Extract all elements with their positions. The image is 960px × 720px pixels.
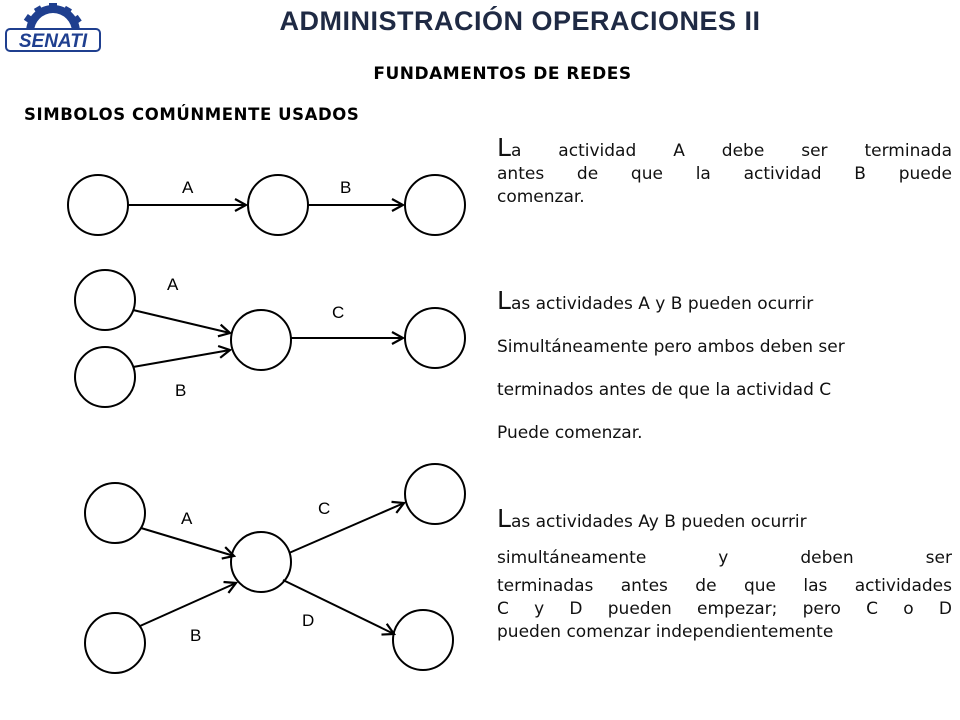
activity-label-a: A [181, 509, 193, 528]
activity-label-b: B [175, 381, 187, 400]
node [405, 175, 465, 235]
description-text: as actividades Ay B pueden ocurrir [510, 512, 807, 532]
node [85, 483, 145, 543]
node [248, 175, 308, 235]
description-text: as actividades A y B pueden ocurrir [510, 294, 814, 314]
page-title: ADMINISTRACIÓN OPERACIONES II [279, 6, 761, 36]
diagram-sequence [68, 175, 465, 235]
drop-cap: L [497, 286, 511, 315]
activity-arrow-c [289, 503, 404, 553]
description-sequence [497, 135, 952, 209]
description-line: Simultáneamente pero ambos deben ser [497, 337, 845, 357]
description-line [497, 135, 952, 163]
activity-label-a: A [182, 178, 194, 197]
node [75, 347, 135, 407]
node [393, 610, 453, 670]
activity-label-b: B [190, 626, 202, 645]
logo-text: SENATI [18, 31, 88, 52]
page-subtitle: FUNDAMENTOS DE REDES [373, 64, 632, 84]
activity-arrow-a [141, 528, 234, 556]
description-line: terminadas antes de que las actividades [497, 576, 952, 596]
diagram-merge [75, 270, 465, 407]
description-line: Puede comenzar. [497, 423, 643, 443]
section-heading: SIMBOLOS COMÚNMENTE USADOS [24, 105, 360, 124]
node [85, 613, 145, 673]
description-line [497, 505, 952, 539]
diagram-merge-split [85, 464, 465, 673]
node [405, 308, 465, 368]
activity-arrow-b [133, 350, 230, 367]
node [231, 532, 291, 592]
description-merge-split [497, 505, 952, 644]
description-line: C y D pueden empezar; pero C o D [497, 599, 952, 619]
activity-label-c: C [318, 499, 331, 518]
activity-label-a: A [167, 275, 179, 294]
description-line [497, 283, 952, 326]
activity-label-d: D [302, 611, 315, 630]
description-line: pueden comenzar independientemente [497, 622, 834, 642]
drop-cap: L [497, 504, 511, 533]
node [68, 175, 128, 235]
description-text: a actividad A debe ser terminada [510, 141, 952, 161]
description-merge [497, 283, 952, 455]
description-line: antes de que la actividad B puede [497, 164, 952, 184]
description-line: terminados antes de que la actividad C [497, 380, 832, 400]
activity-arrow-d [283, 580, 394, 634]
activity-arrow-b [140, 583, 236, 626]
description-line: comenzar. [497, 187, 585, 207]
node [405, 464, 465, 524]
activity-label-b: B [340, 178, 352, 197]
drop-cap: L [497, 133, 511, 162]
node [231, 310, 291, 370]
activity-arrow-a [133, 310, 230, 333]
node [75, 270, 135, 330]
description-line: simultáneamente y deben ser [497, 548, 952, 568]
activity-label-c: C [332, 303, 345, 322]
